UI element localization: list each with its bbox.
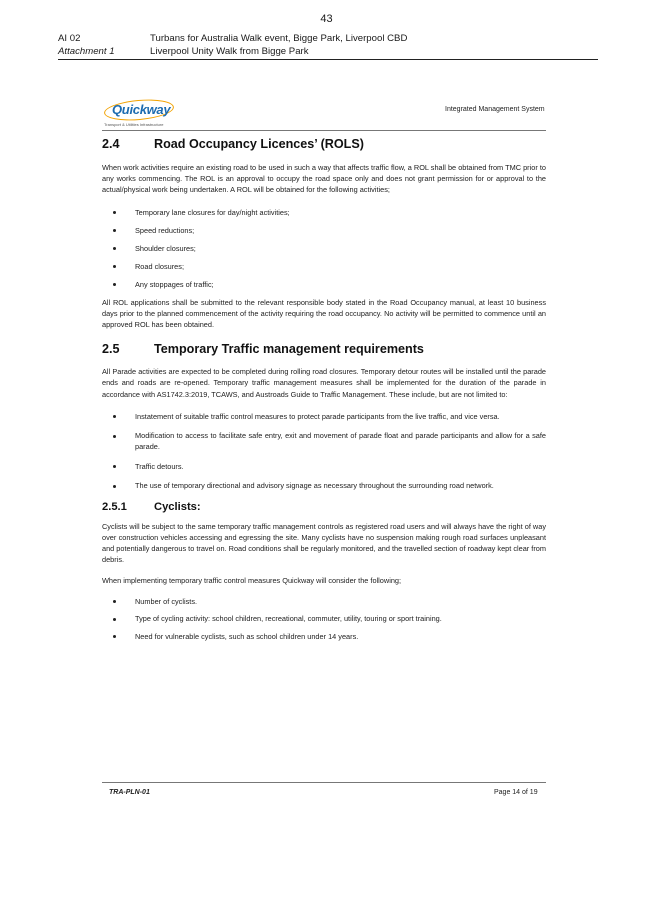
section-2-5-heading — [102, 341, 546, 357]
list-item: Any stoppages of traffic; — [110, 279, 546, 290]
document-body — [102, 136, 546, 648]
bullet-icon — [113, 485, 116, 488]
list-item: Speed reductions; — [110, 225, 546, 236]
bullet-icon — [113, 435, 116, 438]
document-header-divider — [102, 130, 546, 131]
section-title: Cyclists: — [154, 500, 201, 513]
page-number: 43 — [320, 13, 333, 25]
bullet-icon — [113, 635, 116, 638]
list-item: The use of temporary directional and advisory signage as necessary throughout the surrounding road network. — [110, 480, 546, 491]
list-item: Instatement of suitable traffic control measures to protect parade participants from the live traffic, and vice versa. — [110, 411, 546, 422]
section-2-5-1-paragraph-1: Cyclists will be subject to the same temporary traffic management controls as registered road users and will always have the right of way over construction vehicles accessing and egressing the site. Many cyclists have no suspension making rough road surfaces unpleasant and potentially dangerous to travel on. Road conditions shall be regularly monitored, and the travelled section of roadway kept clear from debris. — [102, 521, 546, 565]
attachment-title: Liverpool Unity Walk from Bigge Park — [150, 45, 309, 57]
logo-wordmark: Quickway — [112, 102, 171, 117]
list-item: Type of cycling activity: school children, recreational, commuter, utility, touring or sport training. — [110, 613, 546, 624]
section-2-5-1-heading — [102, 500, 546, 514]
bullet-icon — [113, 247, 116, 250]
section-number: 2.5 — [102, 342, 120, 357]
section-2-4-heading — [102, 136, 546, 152]
attachment-label: Attachment 1 — [58, 45, 115, 57]
section-2-5-bullet-list — [110, 411, 546, 492]
document-code: TRA-PLN-01 — [109, 789, 150, 796]
bullet-icon — [113, 265, 116, 268]
list-item: Need for vulnerable cyclists, such as school children under 14 years. — [110, 631, 546, 642]
section-number: 2.5.1 — [102, 500, 127, 513]
section-title: Temporary Traffic management requirements — [154, 342, 424, 357]
quickway-logo — [104, 100, 186, 130]
list-item: Modification to access to facilitate safe entry, exit and movement of parade float and parade participants and allow for a safe parade. — [110, 430, 546, 452]
agenda-item-title: Turbans for Australia Walk event, Bigge Park, Liverpool CBD — [150, 33, 408, 44]
bullet-icon — [113, 211, 116, 214]
bullet-icon — [113, 283, 116, 286]
section-2-4-bullet-list — [110, 207, 546, 290]
system-name: Integrated Management System — [445, 106, 545, 113]
bullet-icon — [113, 415, 116, 418]
page-label: Page 14 of 19 — [494, 789, 538, 796]
bullet-icon — [113, 600, 116, 603]
logo-tagline: Transport & Utilities Infrastructure — [104, 122, 164, 127]
section-number: 2.4 — [102, 137, 120, 151]
bullet-icon — [113, 465, 116, 468]
list-item: Temporary lane closures for day/night activities; — [110, 207, 546, 218]
list-item: Road closures; — [110, 261, 546, 272]
section-2-4-paragraph-2: All ROL applications shall be submitted to the relevant responsible body stated in the Road Occupancy manual, at least 10 business days prior to the planned commencement of the activity requiring the road occupancy. No activity will be permitted to commence until an approved ROL has been obtained. — [102, 297, 546, 330]
agenda-header — [58, 33, 598, 58]
list-item: Traffic detours. — [110, 461, 546, 472]
bullet-icon — [113, 618, 116, 621]
list-item: Shoulder closures; — [110, 243, 546, 254]
section-2-4-paragraph-1: When work activities require an existing road to be used in such a way that affects traffic flow, a ROL shall be obtained from TMC prior to any works commencing. The ROL is an approval to occupy the road space only and does not grant permission for or approval to the actual/physical work being undertaken. A ROL will be obtained for the following activities; — [102, 163, 546, 195]
bullet-icon — [113, 229, 116, 232]
list-item: Number of cyclists. — [110, 596, 546, 607]
section-2-5-paragraph-1: All Parade activities are expected to be completed during rolling road closures. Temporary detour routes will be installed until the parade ends and roads are re-opened. Temporary traffic management measures shall be implemented for the duration of the parade in accordance with AS1742.3:2019, TCAWS, and Austroads Guide to Traffic Management. These include, but are not limited to: — [102, 367, 546, 399]
section-2-5-1-paragraph-2: When implementing temporary traffic control measures Quickway will consider the following; — [102, 575, 402, 585]
section-2-5-1-bullet-list — [110, 596, 546, 642]
agenda-header-divider — [58, 59, 598, 60]
section-title: Road Occupancy Licences’ (ROLS) — [154, 137, 364, 151]
agenda-item-code: AI 02 — [58, 33, 81, 44]
footer-divider — [102, 782, 546, 783]
